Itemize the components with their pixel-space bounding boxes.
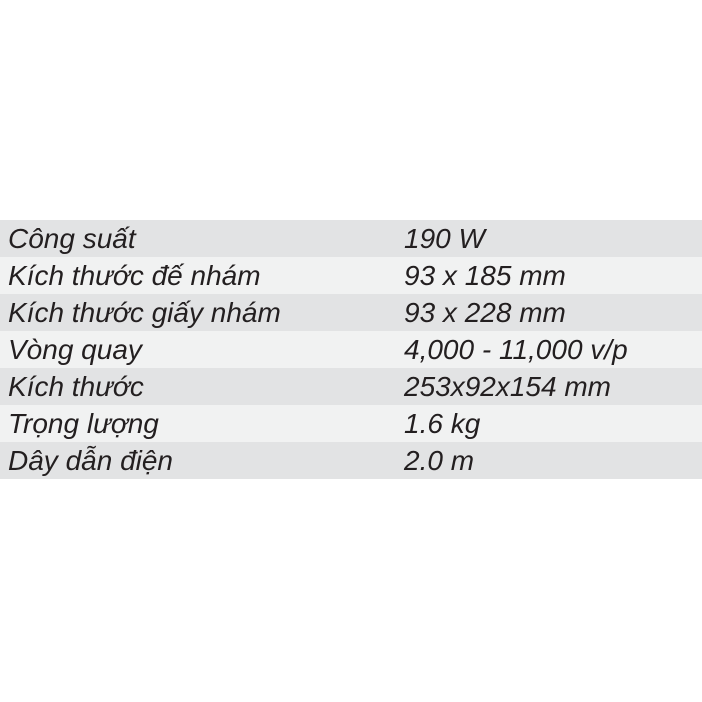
spec-table — [0, 220, 702, 479]
spec-row-base-size — [0, 257, 702, 294]
spec-label: Dây dẫn điện — [8, 445, 174, 476]
spec-row-cord — [0, 442, 702, 479]
spec-value: 4,000 - 11,000 v/p — [404, 334, 628, 365]
spec-row-dimensions — [0, 368, 702, 405]
spec-label: Kích thước — [8, 371, 144, 402]
spec-row-speed — [0, 331, 702, 368]
spec-label: Vòng quay — [8, 334, 142, 365]
spec-value: 93 x 228 mm — [404, 297, 566, 328]
spec-row-power — [0, 220, 702, 257]
spec-label: Kích thước đế nhám — [8, 260, 261, 291]
spec-value: 2.0 m — [404, 445, 475, 476]
spec-value: 1.6 kg — [404, 408, 481, 439]
spec-row-weight — [0, 405, 702, 442]
spec-label: Công suất — [8, 223, 136, 254]
spec-label: Kích thước giấy nhám — [8, 297, 281, 328]
spec-value: 190 W — [404, 223, 485, 254]
spec-label: Trọng lượng — [8, 408, 159, 439]
spec-value: 253x92x154 mm — [404, 371, 612, 402]
spec-row-paper-size — [0, 294, 702, 331]
spec-value: 93 x 185 mm — [404, 260, 566, 291]
